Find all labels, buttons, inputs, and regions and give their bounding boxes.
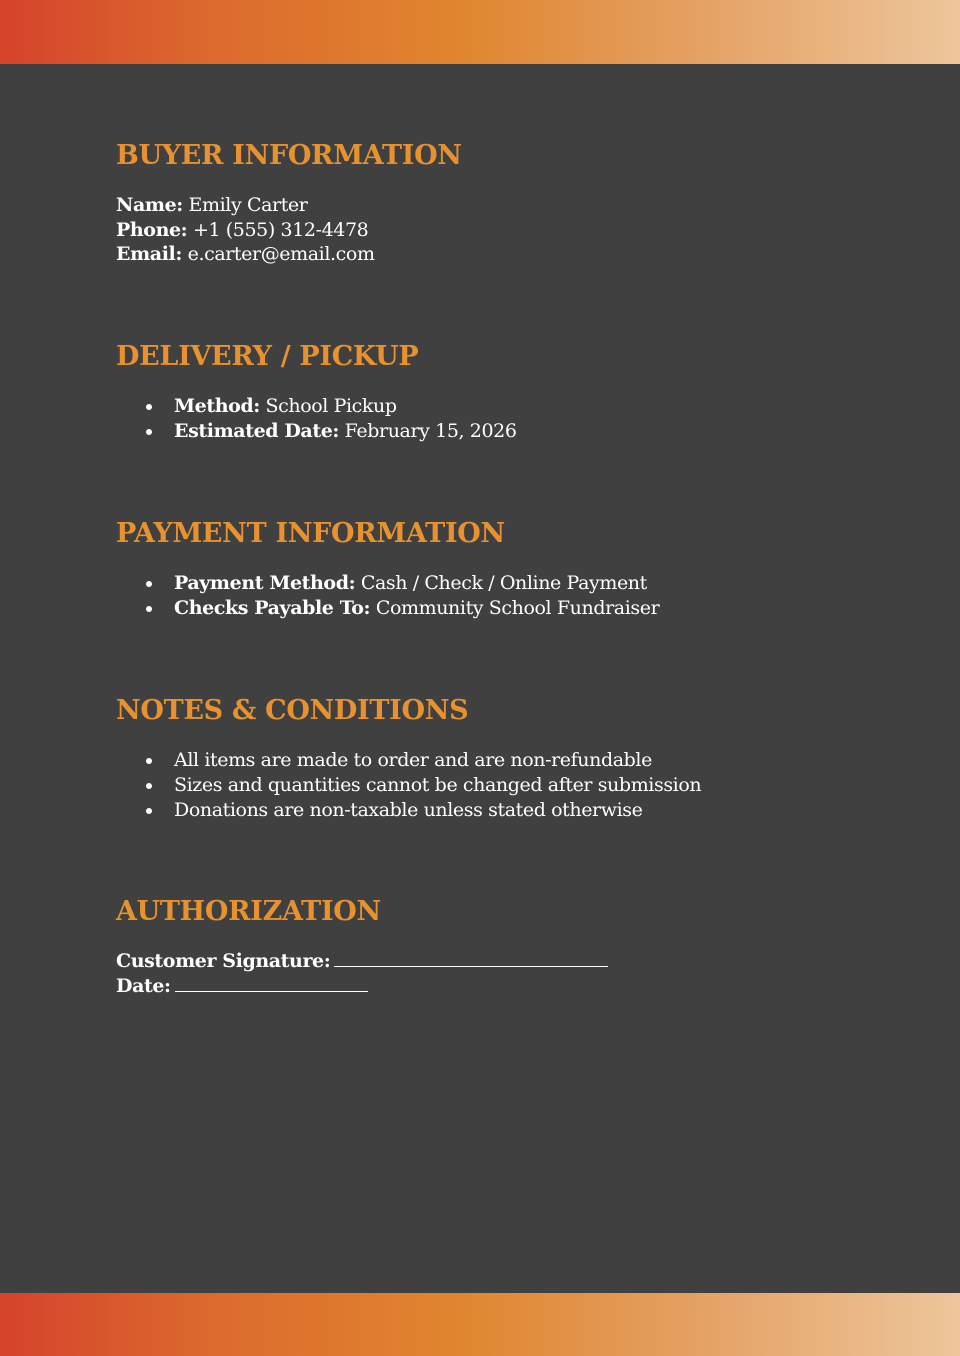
payment-list [116, 571, 916, 621]
buyer-phone-label: Phone: [116, 218, 188, 241]
buyer-details [116, 193, 916, 267]
list-item [174, 419, 916, 444]
payment-method-label: Payment Method: [174, 572, 356, 594]
delivery-method-value: School Pickup [265, 395, 397, 417]
estimated-date-label: Estimated Date: [174, 419, 340, 442]
notes-conditions-section [116, 694, 916, 822]
authorization-fields [116, 949, 916, 998]
customer-signature-row [116, 949, 916, 974]
buyer-name-label: Name: [116, 194, 183, 216]
list-item [174, 394, 916, 419]
delivery-list [116, 394, 916, 444]
buyer-information-section [116, 139, 916, 267]
buyer-name-row [116, 193, 916, 218]
payment-information-heading: PAYMENT INFORMATION [116, 518, 505, 549]
buyer-email-value: e.carter@email.com [187, 243, 375, 265]
notes-list [116, 748, 916, 822]
authorization-heading: AUTHORIZATION [116, 896, 381, 927]
bottom-gradient-band [0, 1293, 960, 1356]
buyer-phone-value: +1 (555) 312-4478 [192, 218, 369, 241]
delivery-pickup-heading: DELIVERY / PICKUP [116, 341, 419, 372]
customer-signature-line[interactable] [334, 949, 608, 967]
list-item [174, 571, 916, 596]
authorization-section [116, 895, 916, 998]
payment-method-value: Cash / Check / Online Payment [360, 572, 647, 594]
top-gradient-band [0, 0, 960, 64]
buyer-phone-row [116, 218, 916, 243]
notes-conditions-heading: NOTES & CONDITIONS [116, 695, 469, 726]
payment-information-section [116, 517, 916, 621]
buyer-information-heading: BUYER INFORMATION [116, 140, 462, 171]
signature-date-line[interactable] [175, 974, 368, 992]
buyer-name-value: Emily Carter [188, 194, 308, 216]
delivery-pickup-section [116, 340, 916, 444]
customer-signature-label: Customer Signature: [116, 950, 331, 972]
list-item: All items are made to order and are non-refundable [174, 748, 916, 773]
signature-date-row [116, 974, 916, 999]
checks-payable-label: Checks Payable To: [174, 596, 371, 619]
buyer-email-row [116, 242, 916, 267]
delivery-method-label: Method: [174, 395, 260, 417]
checks-payable-value: Community School Fundraiser [375, 596, 660, 619]
estimated-date-value: February 15, 2026 [344, 419, 517, 442]
list-item: Donations are non-taxable unless stated otherwise [174, 798, 916, 823]
buyer-email-label: Email: [116, 243, 182, 265]
signature-date-label: Date: [116, 974, 171, 997]
list-item: Sizes and quantities cannot be changed after submission [174, 773, 916, 798]
list-item [174, 596, 916, 621]
